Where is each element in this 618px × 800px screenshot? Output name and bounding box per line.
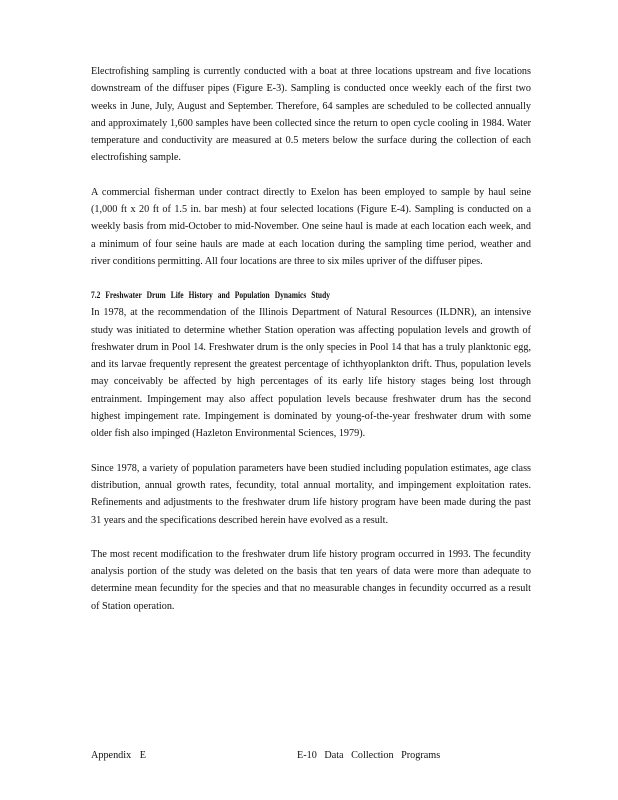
footer-page-number: E-10 Data Collection Programs xyxy=(297,750,441,761)
paragraph-haul-seine: A commercial fisherman under contract directly to Exelon has been employed to sample by haul seine (1,000 ft x 20 ft of 1.5 in. bar mesh) at four selected locations (Figure E-4). Sampling is conducted on a weekly basis from mid-October to mid-November. One seine haul is made at each location each week, and a minimum of four seine hauls are made at each location during the sampling time period, weather and river conditions permitting. All four locations are three to six miles upriver of the diffuser pipes. xyxy=(91,186,531,267)
paragraph-electrofishing: Electrofishing sampling is currently conducted with a boat at three locations upstream and five locations downstream of the diffuser pipes (Figure E-3). Sampling is conducted once weekly each of the first two weeks in June, July, August and September. Therefore, 64 samples are scheduled to be collected annually and approximately 1,600 samples have been collected since the return to open cycle cooling in 1984. Water temperature and conductivity are measured at 0.5 meters below the surface during the collection of each electrofishing sample. xyxy=(91,66,531,164)
paragraph-recent-modification: The most recent modification to the freshwater drum life history program occurred in 1993. The fecundity analysis portion of the study was deleted on the basis that ten years of data were more than adequate to determine mean fecundity for the species and that no measurable changes in fecundity occurred as a result of Station operation. xyxy=(91,548,531,612)
footer-appendix-label: Appendix E xyxy=(91,750,146,761)
section-heading: 7.2 Freshwater Drum Life History and Population Dynamics Study xyxy=(91,290,331,302)
paragraph-drum-study-intro: In 1978, at the recommendation of the Illinois Department of Natural Resources (ILDNR), an intensive study was initiated to determine whether Station operation was affecting population levels and growth of freshwater drum in Pool 14. Freshwater drum is the only species in Pool 14 that has a truly planktonic egg, and its larvae frequently represent the greatest percentage of ichthyoplankton drift. Thus, population levels may conceivably be affected by high percentages of its early life history stages being lost through entrainment. Impingement may also affect population levels because freshwater drum has the second highest impingement rate. Impingement is dominated by young-of-the-year freshwater drum with some older fish also impinged (Hazleton Environmental Sciences, 1979). xyxy=(91,307,531,440)
page-footer xyxy=(91,750,531,766)
paragraph-population-parameters: Since 1978, a variety of population parameters have been studied including population estimates, age class distribution, annual growth rates, fecundity, total annual mortality, and impingement exploitation rates. Refinements and adjustments to the freshwater drum life history program have been made during the past 31 years and the specifications described herein have evolved as a result. xyxy=(91,462,531,526)
document-body xyxy=(91,63,531,632)
